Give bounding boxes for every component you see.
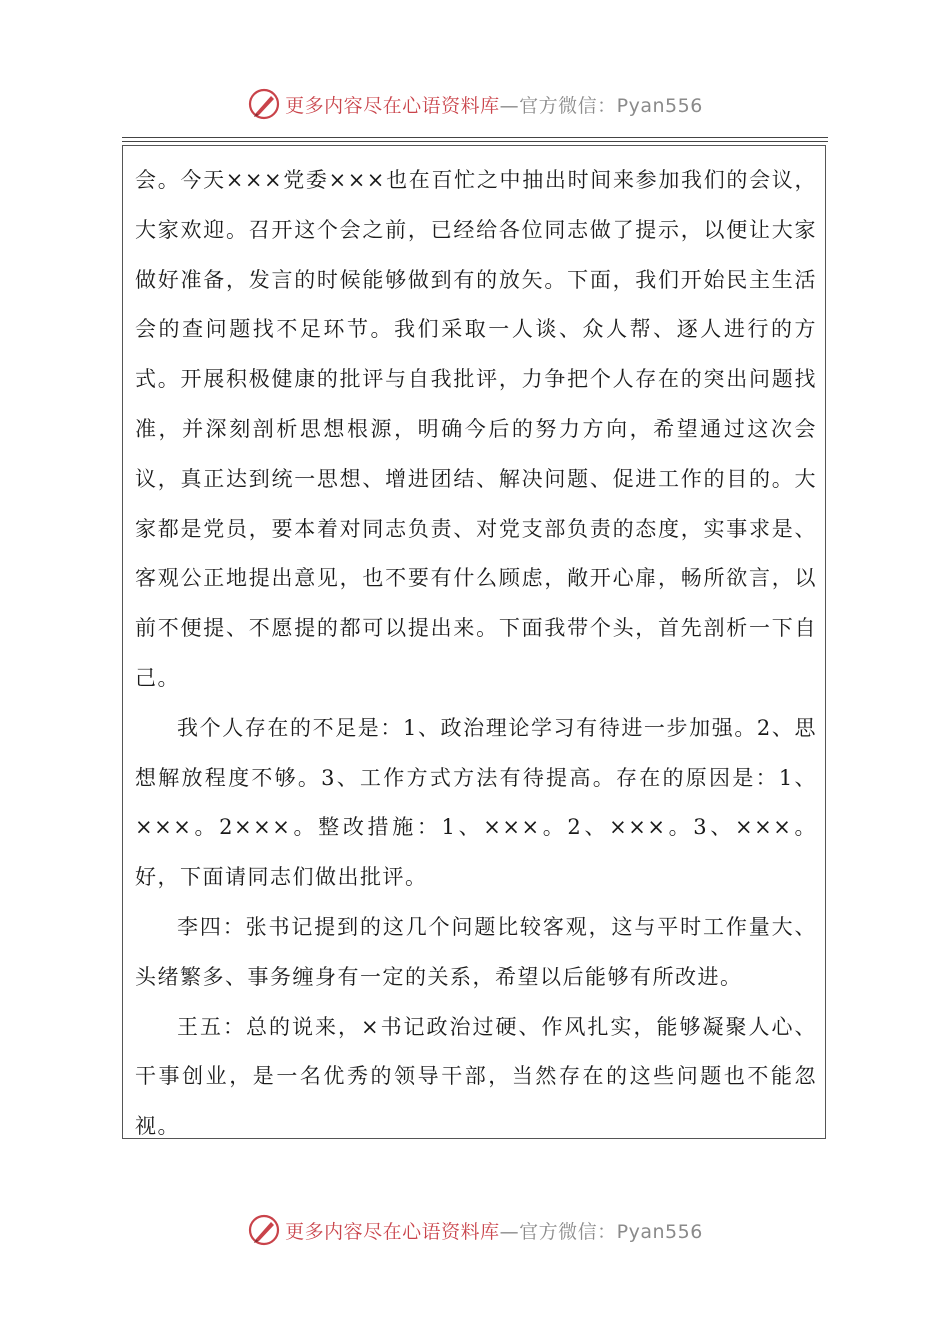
document-body <box>135 156 817 1152</box>
paragraph: 我个人存在的不足是：1、政治理论学习有待进一步加强。2、思想解放程度不够。3、工作方式方法有待提高。存在的原因是：1、×××。2×××。整改措施：1、×××。2、×××。3、×××。好，下面请同志们做出批评。 <box>135 715 817 890</box>
document-frame <box>122 145 826 1139</box>
watermark-gray-text: —官方微信：Pyan556 <box>499 94 703 117</box>
watermark-red-text: 更多内容尽在心语资料库 <box>285 94 500 117</box>
quill-pen-circle-icon <box>247 1213 281 1247</box>
watermark-text <box>285 91 703 118</box>
watermark-gray-text: —官方微信：Pyan556 <box>499 1220 703 1243</box>
paragraph: 李四：张书记提到的这几个问题比较客观，这与平时工作量大、头绪繁多、事务缠身有一定的关系，希望以后能够有所改进。 <box>135 914 817 989</box>
header-rule-bottom <box>122 141 828 142</box>
header-rule-top <box>122 137 828 138</box>
footer-watermark <box>0 1210 950 1250</box>
paragraph: 会。今天×××党委×××也在百忙之中抽出时间来参加我们的会议，大家欢迎。召开这个会之前，已经给各位同志做了提示，以便让大家做好准备，发言的时候能够做到有的放矢。下面，我们开始民主生活会的查问题找不足环节。我们采取一人谈、众人帮、逐人进行的方式。开展积极健康的批评与自我批评，力争把个人存在的突出问题找准，并深刻剖析思想根源，明确今后的努力方向，希望通过这次会议，真正达到统一思想、增进团结、解决问题、促进工作的目的。大家都是党员，要本着对同志负责、对党支部负责的态度，实事求是、客观公正地提出意见，也不要有什么顾虑，敞开心扉，畅所欲言，以前不便提、不愿提的都可以提出来。下面我带个头，首先剖析一下自己。 <box>135 168 817 690</box>
watermark-text <box>285 1217 703 1244</box>
header-watermark <box>0 84 950 124</box>
watermark-red-text: 更多内容尽在心语资料库 <box>285 1220 500 1243</box>
paragraph: 王五：总的说来，×书记政治过硬、作风扎实，能够凝聚人心、干事创业，是一名优秀的领导干部，当然存在的这些问题也不能忽视。 <box>135 1014 817 1139</box>
quill-pen-circle-icon <box>247 87 281 121</box>
